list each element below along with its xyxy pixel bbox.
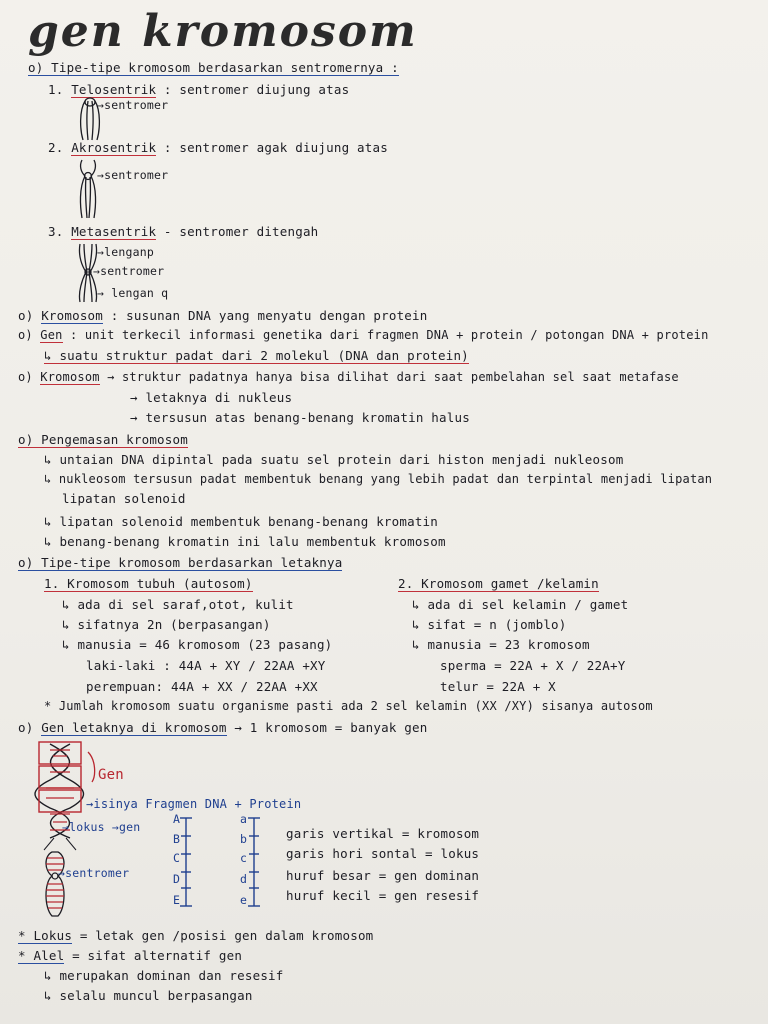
lokus-definition: * Lokus = letak gen /posisi gen dalam kromosom [18,928,374,943]
gen-definition: o) Gen : unit terkecil informasi genetika dari fragmen DNA + protein / potongan DNA + protein [18,328,709,342]
jumlah-kromosom-note: * Jumlah kromosom suatu organisme pasti ada 2 sel kelamin (XX /XY) sisanya autosom [44,699,653,713]
allele-e: e [240,893,248,907]
alel-1: ↳ merupakan dominan dan resesif [44,968,284,983]
kromosom-definition: o) Kromosom : susunan DNA yang menyatu dengan protein [18,308,428,323]
sentromer-label: →sentromer [58,866,130,880]
page-title: gen kromosom [28,6,418,57]
pengemasan-1: ↳ untaian DNA dipintal pada suatu sel protein dari histon menjadi nukleosom [44,452,624,467]
gamet-2: ↳ sifat = n (jomblo) [412,617,567,632]
gamet-telur: telur = 22A + X [440,679,556,694]
pengemasan-2: ↳ nukleosom tersusun padat membentuk benang yang lebih padat dan terpintal menjadi lipatan [44,472,713,486]
alel-definition: * Alel = sifat alternatif gen [18,948,243,963]
gen-structure: ↳ suatu struktur padat dari 2 molekul (DNA dan protein) [44,348,469,363]
allele-c: c [240,851,248,865]
telosentrik-line: 1. Telosentrik : sentromer diujung atas [48,82,350,97]
akrosentrik-line: 2. Akrosentrik : sentromer agak diujung atas [48,140,388,155]
heading-tipe-sentromer: o) Tipe-tipe kromosom berdasarkan sentromernya : [28,60,399,75]
allele-D: D [173,872,181,886]
allele-E: E [173,893,181,907]
allele-d: d [240,872,248,886]
heading-pengemasan: o) Pengemasan kromosom [18,432,188,447]
legend-huruf-besar: huruf besar = gen dominan [286,868,480,883]
allele-a: a [240,812,248,826]
legend-garis-vertikal: garis vertikal = kromosom [286,826,480,841]
legend-huruf-kecil: huruf kecil = gen resesif [286,888,480,903]
kromosom-susunan: → tersusun atas benang-benang kromatin halus [130,410,470,425]
kromosom-letak: → letaknya di nukleus [130,390,293,405]
metasentrik-sentromer-label: →sentromer [93,264,165,278]
lokus-gen-label: →lokus →gen [62,820,141,834]
allele-B: B [173,832,181,846]
alel-2: ↳ selalu muncul berpasangan [44,988,253,1003]
pengemasan-2b: lipatan solenoid [62,491,186,506]
telosentrik-label: →sentromer [97,98,169,112]
gen-letak-line: o) Gen letaknya di kromosom → 1 kromosom = banyak gen [18,720,428,735]
gamet-1: ↳ ada di sel kelamin / gamet [412,597,629,612]
gamet-3: ↳ manusia = 23 kromosom [412,637,590,652]
autosom-1: ↳ ada di sel saraf,otot, kulit [62,597,294,612]
pengemasan-4: ↳ benang-benang kromatin ini lalu membentuk kromosom [44,534,446,549]
allele-C: C [173,851,181,865]
isi-gen-label: →isinya Fragmen DNA + Protein [86,797,302,811]
akrosentrik-label: →sentromer [97,168,169,182]
kromosom-struktur: o) Kromosom → struktur padatnya hanya bisa dilihat dari saat pembelahan sel saat metafase [18,370,679,384]
autosom-3: ↳ manusia = 46 kromosom (23 pasang) [62,637,333,652]
gen-label: Gen [98,767,124,783]
allele-b: b [240,832,248,846]
lokus-diagram [170,814,280,914]
lengan-p-label: →lenganp [97,245,154,259]
gamet-heading: 2. Kromosom gamet /kelamin [398,576,599,591]
pengemasan-3: ↳ lipatan solenoid membentuk benang-benang kromatin [44,514,439,529]
heading-tipe-letak: o) Tipe-tipe kromosom berdasarkan letaknya [18,555,343,570]
legend-garis-horisontal: garis hori sontal = lokus [286,846,480,861]
autosom-heading: 1. Kromosom tubuh (autosom) [44,576,253,591]
allele-A: A [173,812,181,826]
autosom-perempuan: perempuan: 44A + XX / 22AA +XX [86,679,318,694]
lengan-q-label: → lengan q [97,286,169,300]
gamet-sperma: sperma = 22A + X / 22A+Y [440,658,626,673]
autosom-laki: laki-laki : 44A + XY / 22AA +XY [86,658,326,673]
metasentrik-line: 3. Metasentrik - sentromer ditengah [48,224,319,239]
autosom-2: ↳ sifatnya 2n (berpasangan) [62,617,271,632]
